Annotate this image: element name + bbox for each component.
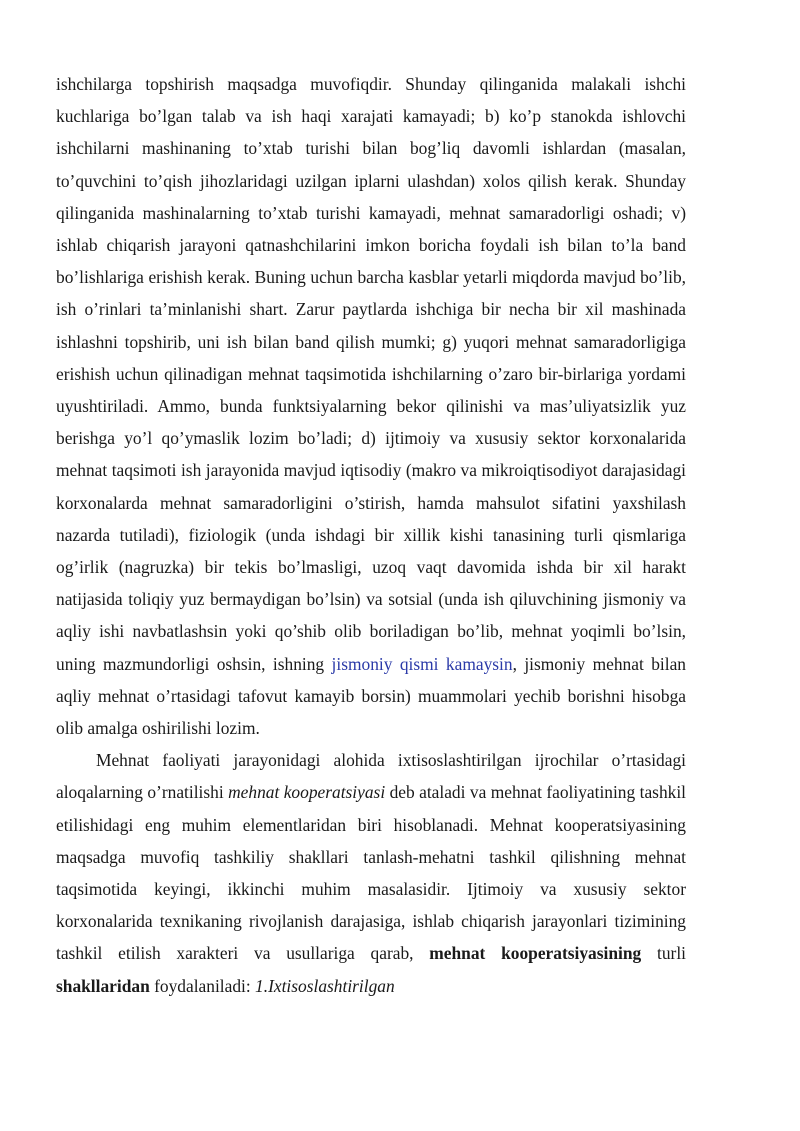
paragraph-2-text-c: turli bbox=[641, 943, 686, 964]
paragraph-2-text-b: deb ataladi va mehnat faoliyatining tashkil etilishidagi eng muhim elementlaridan biri hisoblanadi. Mehnat kooperatsiyasining maqsadga muvofiq tashkiliy shakllari tanlash-mehatni tashkil qilishning mehnat taqsimotida keyingi, ikkinchi muhim masalasidir. Ijtimoiy va xususiy sektor korxonalarida texnikaning rivojlanish darajasiga, ishlab chiqarish jarayonlari tizimining tashkil etilish xarakteri va usullariga qarab, bbox=[56, 782, 686, 964]
document-page bbox=[56, 68, 686, 1002]
body-paragraph-2 bbox=[56, 744, 686, 1002]
term-mehnat-kooperatsiyasi: mehnat kooperatsiyasi bbox=[228, 782, 386, 803]
bold-term-shakllaridan: shakllaridan bbox=[56, 975, 150, 996]
bold-term-kooperatsiyasining: mehnat kooperatsiyasining bbox=[429, 943, 642, 964]
highlighted-link-text[interactable]: jismoniy qismi kamaysin bbox=[331, 653, 513, 674]
list-item-start: 1.Ixtisoslashtirilgan bbox=[255, 975, 395, 996]
paragraph-2-text-a: Mehnat faoliyati jarayonidagi alohida ixtisoslashtirilgan ijrochilar o’rtasidagi aloqalarning o’rnatilishi bbox=[56, 750, 686, 803]
paragraph-2-text-d: foydalaniladi: bbox=[149, 975, 256, 996]
paragraph-1-text-a: ishchilarga topshirish maqsadga muvofiqdir. Shunday qilinganida malakali ishchi kuchlariga bo’lgan talab va ish haqi xarajati kamayadi; b) ko’p stanokda ishlovchi ishchilarni mashinaning to’xtab turishi bilan bog’liq davomli ishlardan (masalan, to’quvchini to’qish jihozlaridagi uzilgan iplarni ulashdan) xolos qilish kerak. Shunday qilinganida mashinalarning to’xtab turishi kamayadi, mehnat samaradorligi oshadi; v) ishlab chiqarish jarayoni qatnashchilarini imkon boricha foydali ish bilan to’la band bo’lishlariga erishish kerak. Buning uchun barcha kasblar yetarli miqdorda mavjud bo’lib, ish o’rinlari ta’minlanishi shart. Zarur paytlarda ishchiga bir necha bir xil mashinada ishlashni topshirib, uni ish bilan band qilish mumki; g) yuqori mehnat samaradorligiga erishish uchun qilinadigan mehnat taqsimotida ishchilarning o’zaro bir-birlariga yordami uyushtiriladi. Ammo, bunda funktsiyalarning bekor qilinishi va mas’uliyatsizlik yuz berishga yo’l qo’ymaslik lozim bo’ladi; d) ijtimoiy va xususiy sektor korxonalarida mehnat taqsimoti ish jarayonida mavjud iqtisodiy (makro va mikroiqtisodiyot darajasidagi korxonalarda mehnat samaradorligini o’stirish, hamda mahsulot sifatini yaxshilash nazarda tutiladi), fiziologik (unda ishdagi bir xillik kishi tanasining turli qismlariga og’irlik (nagruzka) bir tekis bo’lmasligi, uzoq vaqt davomida ishda bir xil harakt natijasida toliqiy yuz bermaydigan bo’lsin) va sotsial (unda ish qiluvchining jismoniy va aqliy ishi navbatlashsin yoki qo’shib olib boriladigan bo’lib, mehnat yoqimli bo’lsin, uning mazmundorligi oshsin, ishning bbox=[56, 74, 686, 674]
paragraph-1-text-b: , jismoniy mehnat bilan aqliy mehnat o’rtasidagi tafovut kamayib borsin) muammolari yechib borishni hisobga olib amalga oshirilishi lozim. bbox=[56, 653, 686, 739]
body-paragraph-1 bbox=[56, 68, 686, 744]
